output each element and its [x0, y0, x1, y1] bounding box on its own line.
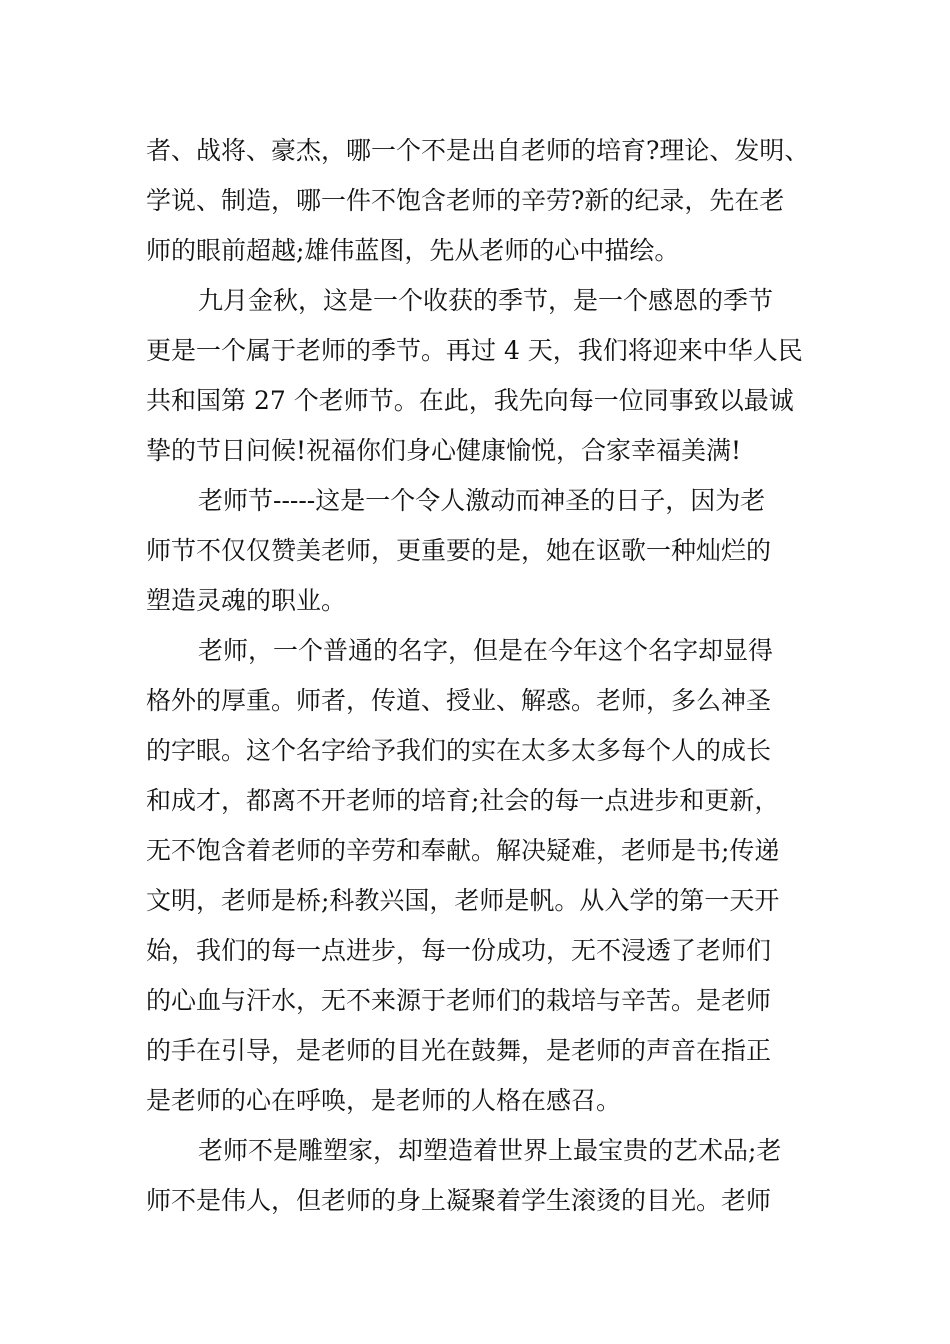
- text-line: 格外的厚重。师者，传道、授业、解惑。老师，多么神圣: [146, 686, 772, 715]
- text-line: 师的眼前超越;雄伟蓝图，先从老师的心中描绘。: [146, 236, 680, 265]
- text-line: 的心血与汗水，无不来源于老师们的栽培与辛苦。是老师: [146, 986, 772, 1015]
- text-line: 始，我们的每一点进步，每一份成功，无不浸透了老师们: [146, 936, 772, 965]
- document-body: [146, 126, 810, 1226]
- text-line: 塑造灵魂的职业。: [146, 586, 347, 615]
- text-line: 文明，老师是桥;科教兴国，老师是帆。从入学的第一天开: [146, 886, 780, 915]
- text-line: 老师，一个普通的名字，但是在今年这个名字却显得: [198, 636, 774, 665]
- text-line: 更是一个属于老师的季节。再过 4 天，我们将迎来中华人民: [146, 336, 803, 365]
- paragraph-1: [146, 126, 810, 276]
- paragraph-5: [146, 1126, 810, 1226]
- text-line: 者、战将、豪杰，哪一个不是出自老师的培育?理论、发明、: [146, 136, 810, 165]
- text-line: 的字眼。这个名字给予我们的实在太多太多每个人的成长: [146, 736, 772, 765]
- text-line: 和成才，都离不开老师的培育;社会的每一点进步和更新，: [146, 786, 780, 815]
- text-line: 共和国第 27 个老师节。在此，我先向每一位同事致以最诚: [146, 386, 794, 415]
- text-line: 老师不是雕塑家，却塑造着世界上最宝贵的艺术品;老: [198, 1136, 782, 1165]
- text-line: 是老师的心在呼唤，是老师的人格在感召。: [146, 1086, 622, 1115]
- text-line: 的手在引导，是老师的目光在鼓舞，是老师的声音在指正: [146, 1036, 772, 1065]
- text-line: 师节不仅仅赞美老师，更重要的是，她在讴歌一种灿烂的: [146, 536, 772, 565]
- text-line: 九月金秋，这是一个收获的季节，是一个感恩的季节: [198, 286, 774, 315]
- text-line: 无不饱含着老师的辛劳和奉献。解决疑难，老师是书;传递: [146, 836, 780, 865]
- text-line: 师不是伟人，但老师的身上凝聚着学生滚烫的目光。老师: [146, 1186, 772, 1215]
- text-line: 挚的节日问候!祝福你们身心健康愉悦，合家幸福美满!: [146, 436, 742, 465]
- text-line: 老师节-----这是一个令人激动而神圣的日子，因为老: [198, 486, 766, 515]
- paragraph-2: [146, 276, 810, 476]
- paragraph-3: [146, 476, 810, 626]
- paragraph-4: [146, 626, 810, 1126]
- text-line: 学说、制造，哪一件不饱含老师的辛劳?新的纪录，先在老: [146, 186, 785, 215]
